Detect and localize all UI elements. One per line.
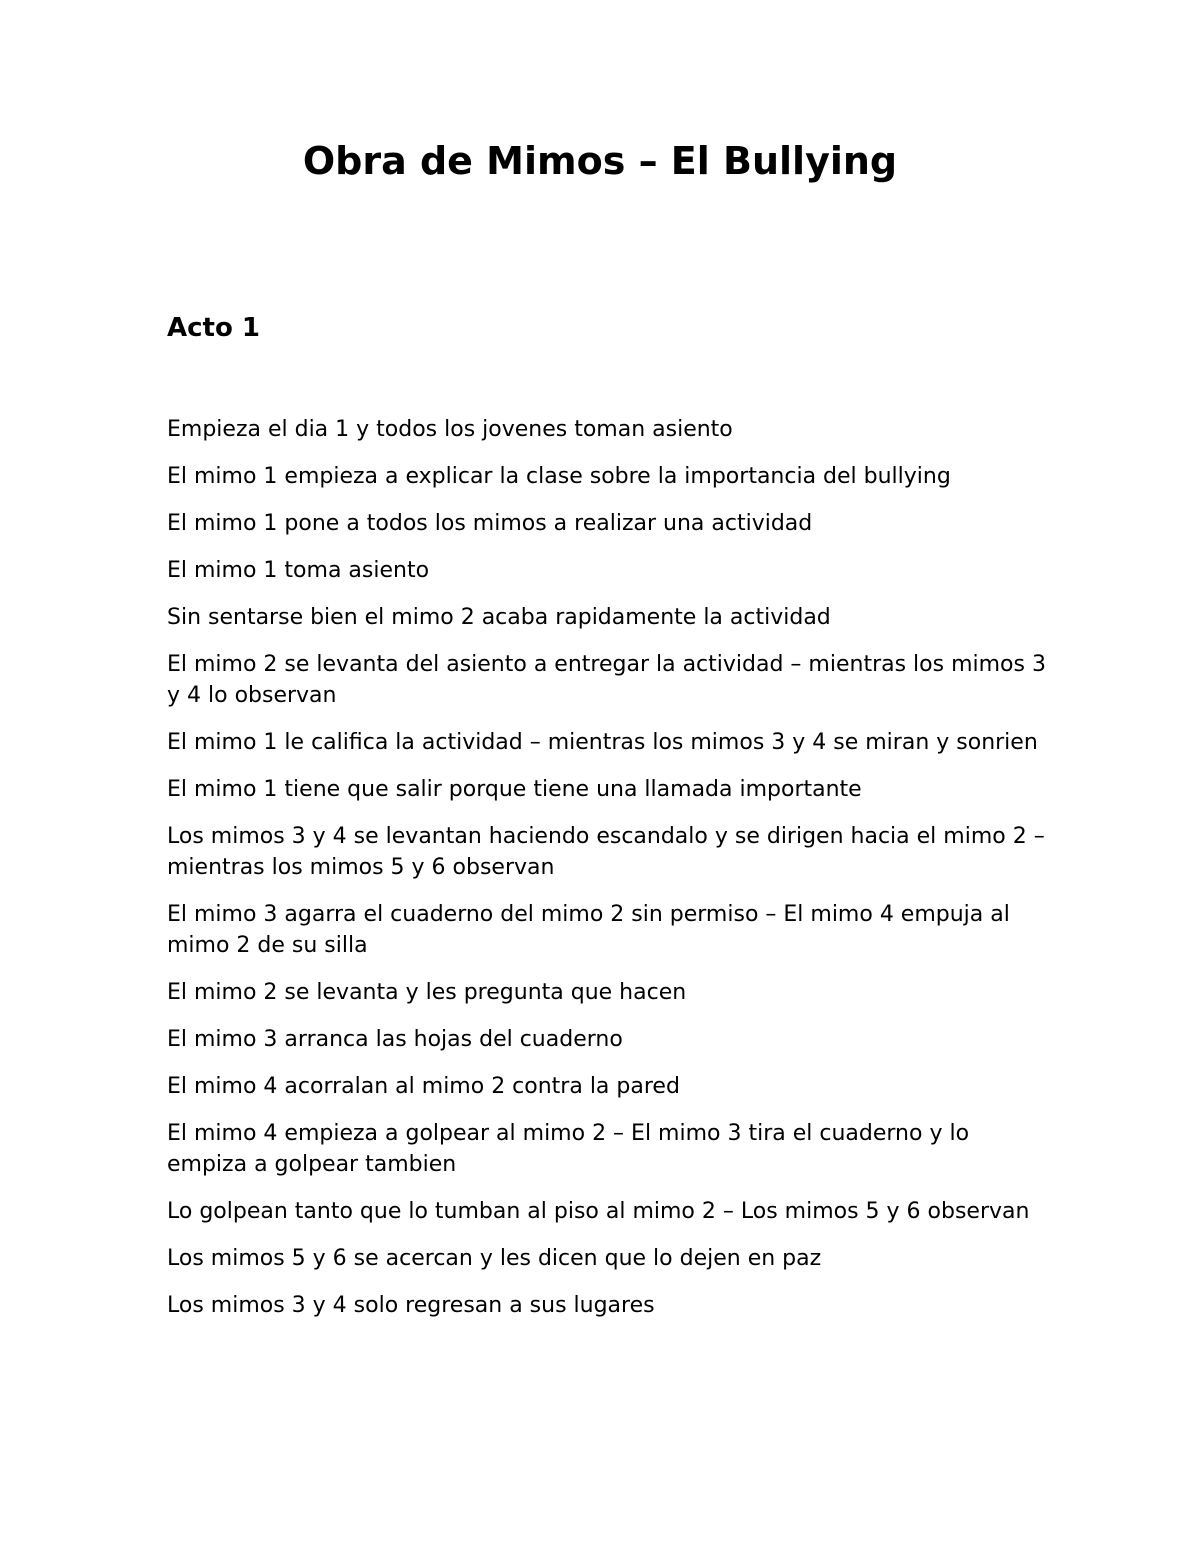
paragraph: Empieza el dia 1 y todos los jovenes toman asiento xyxy=(167,417,733,442)
paragraph: Sin sentarse bien el mimo 2 acaba rapidamente la actividad xyxy=(167,605,831,630)
document-body xyxy=(167,414,1047,1337)
paragraph: Los mimos 5 y 6 se acercan y les dicen que lo dejen en paz xyxy=(167,1246,822,1271)
paragraph: El mimo 1 tiene que salir porque tiene una llamada importante xyxy=(167,777,862,802)
paragraph: Los mimos 3 y 4 se levantan haciendo escandalo y se dirigen hacia el mimo 2 – mientras los mimos 5 y 6 observan xyxy=(167,824,1045,880)
paragraph: El mimo 1 toma asiento xyxy=(167,558,430,583)
paragraph: Lo golpean tanto que lo tumban al piso al mimo 2 – Los mimos 5 y 6 observan xyxy=(167,1199,1030,1224)
paragraph: El mimo 3 agarra el cuaderno del mimo 2 sin permiso – El mimo 4 empuja al mimo 2 de su silla xyxy=(167,902,1010,958)
paragraph: El mimo 2 se levanta del asiento a entregar la actividad – mientras los mimos 3 y 4 lo observan xyxy=(167,652,1046,708)
paragraph: El mimo 3 arranca las hojas del cuaderno xyxy=(167,1027,623,1052)
paragraph: El mimo 4 empieza a golpear al mimo 2 – El mimo 3 tira el cuaderno y lo empiza a golpear tambien xyxy=(167,1121,970,1177)
paragraph: Los mimos 3 y 4 solo regresan a sus lugares xyxy=(167,1293,655,1318)
paragraph: El mimo 1 le califica la actividad – mientras los mimos 3 y 4 se miran y sonrien xyxy=(167,730,1038,755)
paragraph: El mimo 1 pone a todos los mimos a realizar una actividad xyxy=(167,511,813,536)
act-heading: Acto 1 xyxy=(167,313,260,343)
document-title: Obra de Mimos – El Bullying xyxy=(302,139,898,183)
paragraph: El mimo 4 acorralan al mimo 2 contra la pared xyxy=(167,1074,680,1099)
paragraph: El mimo 2 se levanta y les pregunta que hacen xyxy=(167,980,687,1005)
paragraph: El mimo 1 empieza a explicar la clase sobre la importancia del bullying xyxy=(167,464,951,489)
